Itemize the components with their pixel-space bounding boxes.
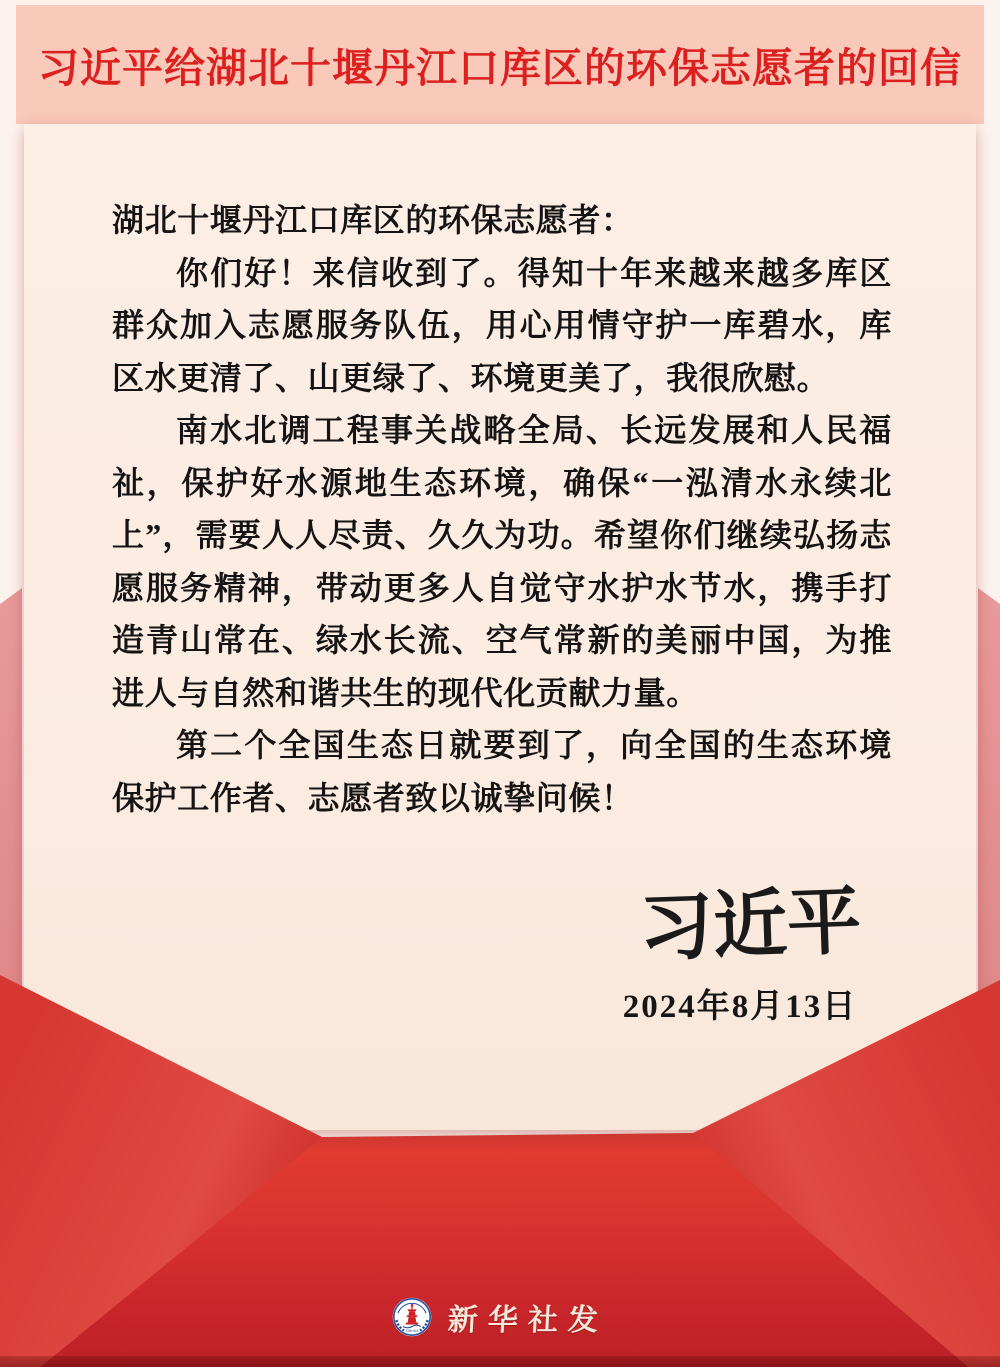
letter-paragraph: 南水北调工程事关战略全局、长远发展和人民福祉，保护好水源地生态环境，确保“一泓清水永续北上”，需要人人尽责、久久为功。希望你们继续弘扬志愿服务精神，带动更多人自觉守水护水节水，携手打造青山常在、绿水长流、空气常新的美丽中国，为推进人与自然和谐共生的现代化贡献力量。 <box>112 412 892 711</box>
credit-text: 新华社发 <box>446 1304 609 1337</box>
page-title: 习近平给湖北十堰丹江口库区的环保志愿者的回信 <box>38 45 962 91</box>
logo-caption: XINHUA <box>405 1329 419 1334</box>
letter-paragraph: 你们好！来信收到了。得知十年来越来越多库区群众加入志愿服务队伍，用心用情守护一库碧水，库区水更清了、山更绿了、环境更美了，我很欣慰。 <box>112 254 892 396</box>
footer-credit <box>0 1294 1000 1340</box>
title-banner <box>16 5 984 124</box>
signature: 习近平 <box>637 881 863 971</box>
letter-body <box>112 194 892 824</box>
envelope-bottom-edge-shadow <box>0 1356 1000 1367</box>
letter-salutation: 湖北十堰丹江口库区的环保志愿者： <box>112 202 634 238</box>
letter-date: 2024年8月13日 <box>622 989 858 1025</box>
xinhua-logo-icon <box>392 1297 432 1337</box>
letter-paragraph: 第二个全国生态日就要到了，向全国的生态环境保护工作者、志愿者致以诚挚问候！ <box>112 727 892 816</box>
letter-paper <box>24 124 976 1130</box>
